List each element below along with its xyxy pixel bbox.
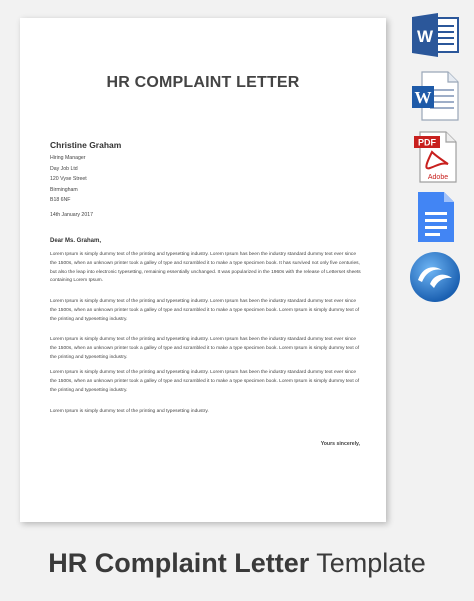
address-line: 120 Vyse Street	[50, 176, 87, 183]
footer-title-bold: HR Complaint Letter	[48, 548, 310, 578]
word-classic-icon[interactable]	[410, 70, 460, 127]
adobe-label: Adobe	[427, 174, 449, 181]
document-title: HR COMPLAINT LETTER	[106, 74, 300, 91]
pdf-icon[interactable]	[412, 130, 460, 189]
body-paragraph: Lorem Ipsum is simply dummy text of the printing and typesetting industry.	[50, 409, 209, 414]
closing: Yours sincerely,	[320, 441, 360, 447]
body-paragraph: Lorem Ipsum is simply dummy text of the printing and typesetting industry. Lorem Ipsum has been the industry standard dummy text ever since the 1500s, when an unknown printer took a galley of type and scrambled it to make a type specimen book. Lorem Ipsum is simply dummy text of the printing and typesetting industry.	[50, 337, 360, 360]
pdf-label: PDF	[418, 137, 436, 148]
sender-name: Christine Graham	[50, 140, 122, 150]
address-line: B18 6NF	[50, 197, 71, 204]
body-paragraph: Lorem Ipsum is simply dummy text of the printing and typesetting industry. Lorem Ipsum has been the industry standard dummy text ever since the 1500s, when an unknown printer took a galley of type and scrambled it to make a type specimen book. Lorem Ipsum is simply dummy text of the printing and typesetting industry.	[50, 299, 360, 322]
body-paragraph: Lorem Ipsum is simply dummy text of the printing and typesetting industry. Lorem Ipsum has been the industry standard dummy text ever since the 1500s, when an unknown printer took a galley of type and scrambled it to make a type specimen book. Lorem Ipsum is simply dummy text of the printing and typesetting industry.	[50, 370, 360, 393]
address-line: Hiring Manager	[50, 155, 86, 161]
sender-block	[50, 140, 121, 206]
footer-title-light: Template	[316, 548, 426, 578]
address-line: Day Job Ltd	[50, 165, 78, 172]
format-icons	[404, 0, 468, 601]
footer-title	[0, 548, 474, 579]
body-paragraph: Lorem Ipsum is simply dummy text of the printing and typesetting industry. Lorem Ipsum has been the industry standard dummy text ever since the 1500s, when an unknown printer took a galley of type and scrambled it to make a type specimen book. It has survived not only five centuries, but also the leap into electronic typesetting, remaining essentially unchanged. It was popularized in the 1960s with the release of Letterset sheets containing Lorem Ipsum.	[50, 252, 361, 284]
letter-date: 14th January 2017	[50, 212, 93, 218]
svg-text:W: W	[414, 88, 432, 107]
salutation: Dear Ms. Graham,	[50, 238, 102, 244]
address-line: Birmingham	[50, 186, 78, 193]
document-preview	[20, 18, 386, 522]
svg-text:W: W	[416, 27, 434, 46]
google-docs-icon[interactable]	[416, 190, 456, 249]
openoffice-icon[interactable]	[408, 250, 462, 309]
word-2013-icon[interactable]	[410, 12, 460, 63]
